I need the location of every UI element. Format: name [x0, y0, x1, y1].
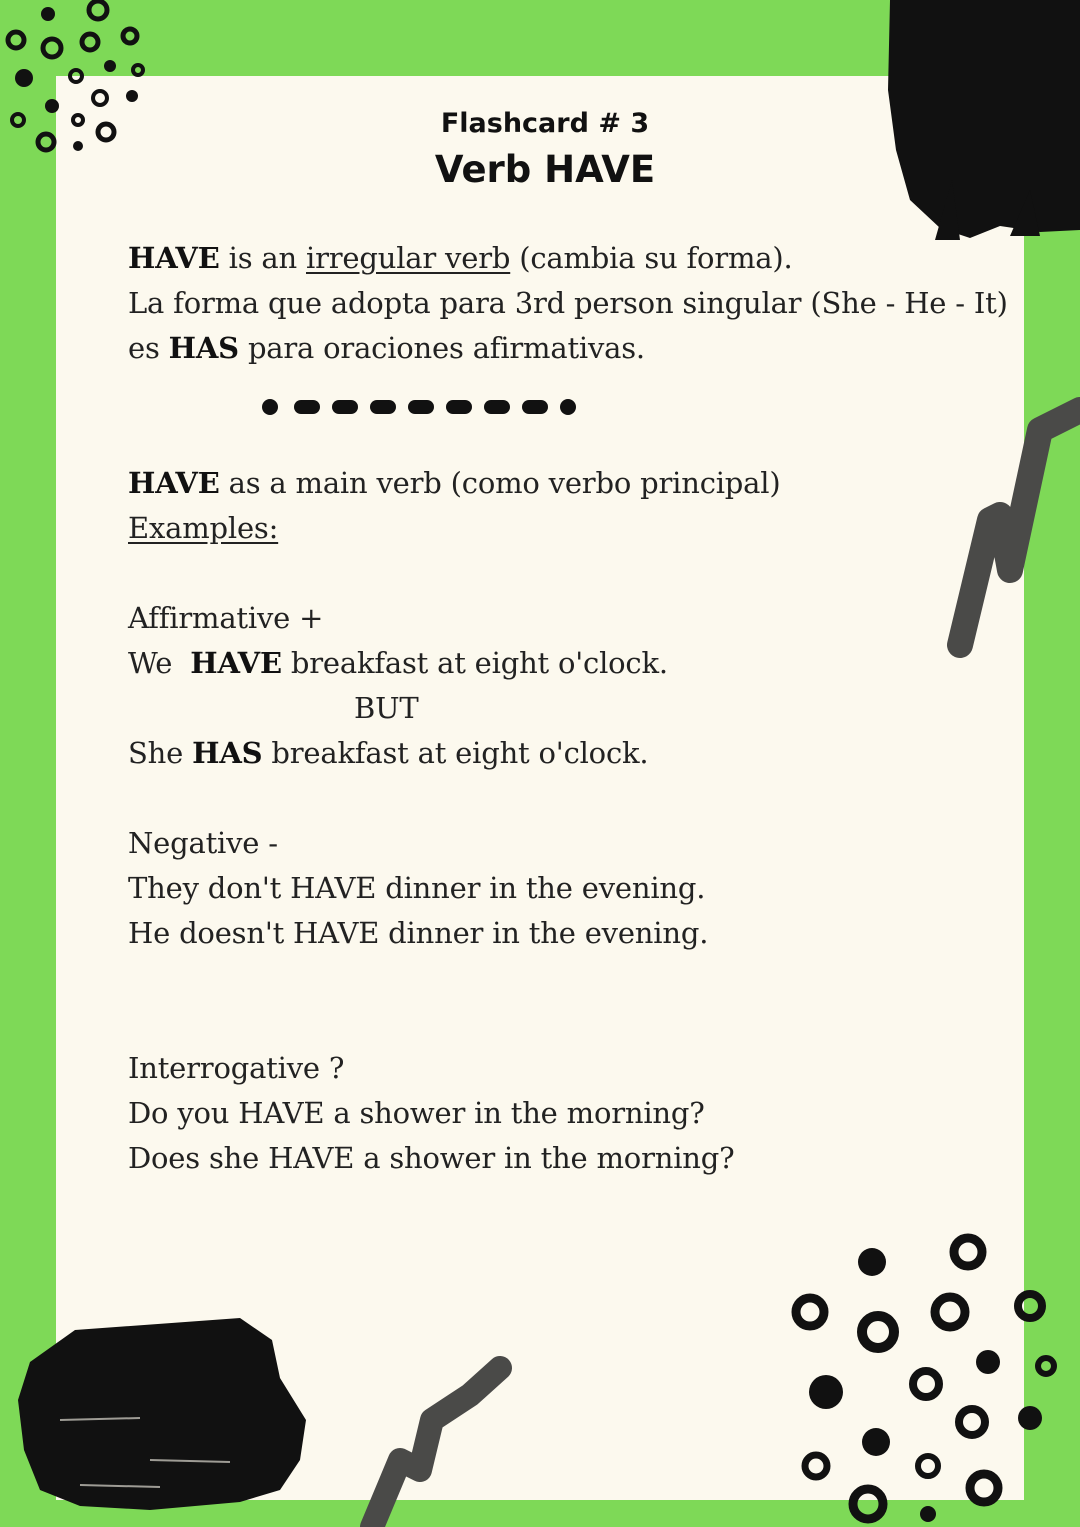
- text: as a main verb (como verbo principal): [219, 466, 781, 500]
- examples-label: Examples:: [128, 511, 279, 545]
- bold-have: HAVE: [190, 646, 282, 680]
- affirmative-heading: Affirmative +: [128, 601, 324, 635]
- text: breakfast at eight o'clock.: [281, 646, 668, 680]
- intro-line-2: La forma que adopta para 3rd person singular (She - He - It): [128, 286, 1008, 320]
- intro-line-1: [128, 240, 793, 276]
- text: She: [128, 736, 193, 770]
- negative-example-1: They don't HAVE dinner in the evening.: [128, 871, 706, 905]
- text: para oraciones afirmativas.: [238, 331, 645, 365]
- interrogative-example-1: Do you HAVE a shower in the morning?: [128, 1096, 705, 1130]
- intro-line-3: [128, 330, 645, 366]
- main-verb-line: [128, 465, 780, 501]
- text: breakfast at eight o'clock.: [262, 736, 649, 770]
- bold-have: HAVE: [128, 241, 220, 275]
- negative-example-2: He doesn't HAVE dinner in the evening.: [128, 916, 709, 950]
- flashcard-number: Flashcard # 3: [440, 108, 650, 139]
- bold-have: HAVE: [128, 466, 220, 500]
- interrogative-heading: Interrogative ?: [128, 1051, 345, 1085]
- text: (cambia su forma).: [510, 241, 793, 275]
- bold-has: HAS: [168, 331, 239, 365]
- but-label: BUT: [354, 691, 419, 725]
- affirmative-example-2: [128, 735, 648, 771]
- bold-has: HAS: [192, 736, 263, 770]
- text: is an: [219, 241, 306, 275]
- affirmative-example-1: [128, 645, 668, 681]
- interrogative-example-2: Does she HAVE a shower in the morning?: [128, 1141, 735, 1175]
- text: We: [128, 646, 191, 680]
- underlined-term: irregular verb: [306, 241, 511, 275]
- text: es: [128, 331, 169, 365]
- dotted-divider: [260, 397, 580, 417]
- page-title: Verb HAVE: [434, 148, 656, 191]
- negative-heading: Negative -: [128, 826, 278, 860]
